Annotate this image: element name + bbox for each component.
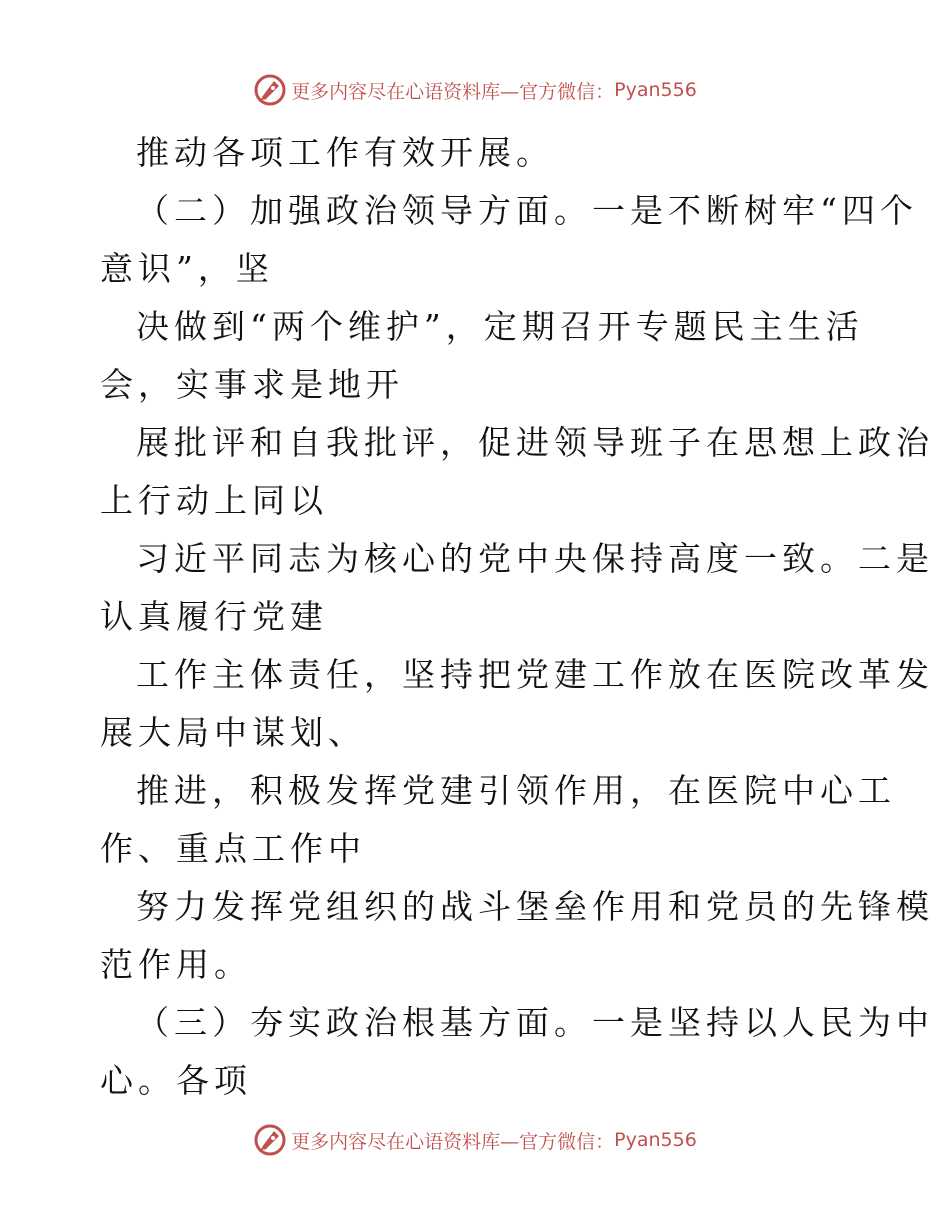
pen-nib-logo-icon <box>253 1123 287 1157</box>
text-line: 作、重点工作中 <box>100 829 366 868</box>
text-line: 认真履行党建 <box>100 597 328 636</box>
text-line: 会，实事求是地开 <box>100 365 404 404</box>
text-line: 习近平同志为核心的党中央保持高度一致。二是 <box>136 539 934 578</box>
text-line: 努力发挥党组织的战斗堡垒作用和党员的先锋模 <box>136 887 934 926</box>
banner-wechat-id: Pyan556 <box>614 1129 697 1151</box>
banner-wechat-id: Pyan556 <box>614 79 697 101</box>
document-body <box>100 124 934 1110</box>
text-line: 决做到“两个维护”，定期召开专题民主生活 <box>136 307 864 346</box>
text-line: （三）夯实政治根基方面。一是坚持以人民为中 <box>136 1003 934 1042</box>
pen-nib-logo-icon <box>253 73 287 107</box>
text-line: 展大局中谋划、 <box>100 713 366 752</box>
text-line: 上行动上同以 <box>100 481 328 520</box>
text-line: 范作用。 <box>100 945 252 984</box>
text-line: 推进，积极发挥党建引领作用，在医院中心工 <box>136 771 896 810</box>
text-line: （二）加强政治领导方面。一是不断树牢“四个 <box>136 191 918 230</box>
text-line: 工作主体责任，坚持把党建工作放在医院改革发 <box>136 655 934 694</box>
banner-text: 更多内容尽在心语资料库—官方微信： <box>291 1130 615 1153</box>
banner-text: 更多内容尽在心语资料库—官方微信： <box>291 80 615 103</box>
header-watermark-banner <box>0 70 950 110</box>
text-line: 推动各项工作有效开展。 <box>136 133 554 172</box>
footer-watermark-banner <box>0 1120 950 1160</box>
text-line: 意识”，坚 <box>100 249 274 288</box>
text-line: 心。各项 <box>100 1061 252 1100</box>
text-line: 展批评和自我批评，促进领导班子在思想上政治 <box>136 423 934 462</box>
